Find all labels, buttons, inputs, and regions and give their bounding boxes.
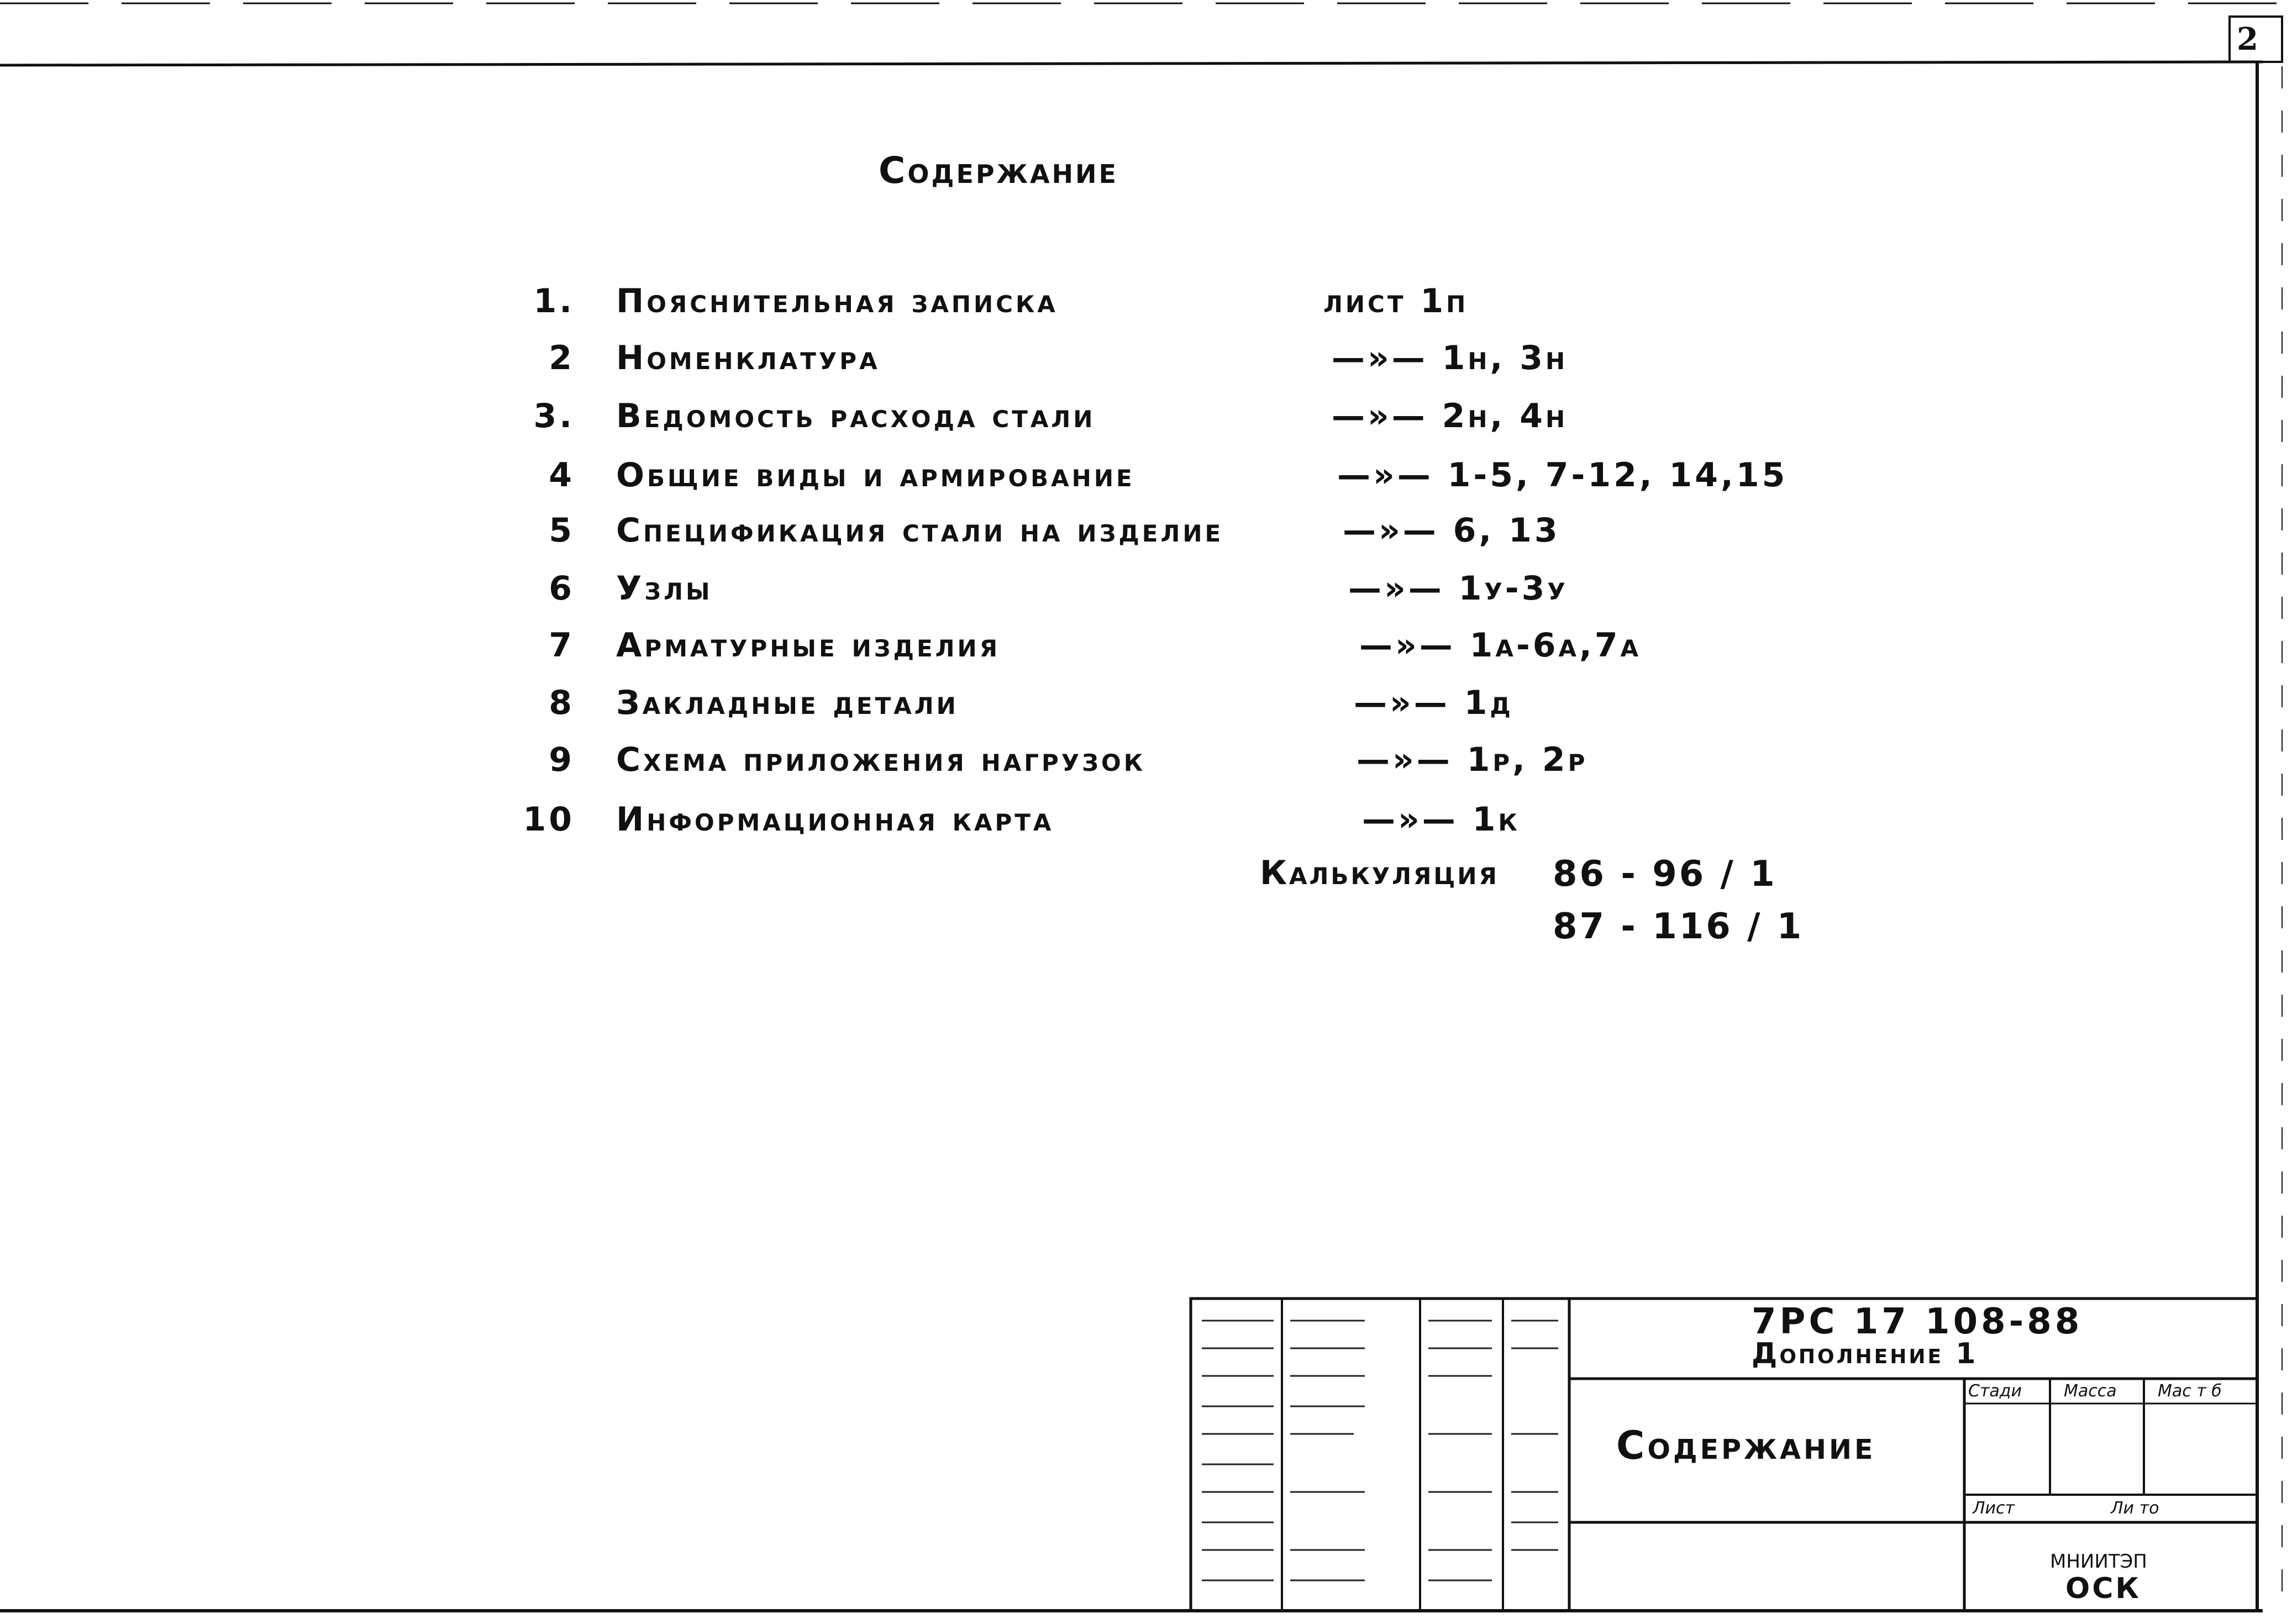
document-code: 7РС 17 108-88: [1752, 1301, 2083, 1342]
toc-item-number: 2: [549, 339, 575, 377]
toc-item-sheet-ref: —»— 1д: [1354, 684, 1513, 722]
toc-item-number: 9: [549, 740, 575, 779]
toc-item-number: 6: [549, 569, 575, 608]
stage-column-label: Стади: [1968, 1381, 2022, 1401]
toc-item: [0, 626, 2210, 676]
toc-item-number: 3.: [533, 397, 575, 435]
toc-item-title: Узлы: [616, 569, 713, 608]
page-number: 2: [2237, 21, 2258, 57]
toc-item-title: Спецификация стали на изделие: [616, 511, 1224, 550]
toc-item-title: Закладные детали: [616, 684, 959, 722]
toc-item-sheet-ref: —»— 1а-6а,7а: [1359, 626, 1642, 665]
toc-item: [0, 456, 2210, 506]
toc-item-number: 7: [549, 626, 575, 665]
toc-item-sheet-ref: —»— 1у-3у: [1348, 569, 1568, 608]
toc-item: [0, 684, 2210, 733]
toc-item-title: Пояснительная записка: [616, 282, 1058, 320]
toc-item-number: 4: [549, 456, 575, 495]
sheet-name: Содержание: [1616, 1423, 1876, 1468]
mass-column-label: Масса: [2064, 1381, 2117, 1401]
organization-name: МНИИТЭП: [2050, 1551, 2147, 1573]
calculation-label: Калькуляция: [1260, 854, 1499, 892]
toc-item-title: Номенклатура: [616, 339, 880, 377]
toc-item: [0, 740, 2210, 790]
toc-item-sheet-ref: —»— 1к: [1362, 800, 1520, 839]
toc-item: [0, 511, 2210, 561]
toc-item: [0, 397, 2210, 446]
toc-item-sheet-ref: —»— 6, 13: [1343, 511, 1560, 550]
calculation-value: 87 - 116 / 1: [1553, 906, 1804, 947]
toc-item: [0, 569, 2210, 619]
toc-item-number: 10: [523, 800, 575, 839]
department-name: ОСК: [2065, 1572, 2141, 1605]
toc-item-number: 1.: [533, 282, 575, 320]
toc-item-title: Общие виды и армирование: [616, 456, 1135, 495]
scale-column-label: Мас т б: [2158, 1381, 2222, 1401]
toc-item-title: Арматурные изделия: [616, 626, 1001, 665]
toc-item-sheet-ref: —»— 1-5, 7-12, 14,15: [1337, 456, 1788, 495]
toc-item-title: Ведомость расхода стали: [616, 397, 1096, 435]
toc-item: [0, 339, 2210, 388]
supplement-label: Дополнение 1: [1752, 1337, 1978, 1370]
toc-item-sheet-ref: —»— 1н, 3н: [1332, 339, 1568, 377]
toc-item: [0, 800, 2210, 850]
sheet-field-label: Лист: [1973, 1499, 2015, 1518]
toc-item-number: 8: [549, 684, 575, 722]
toc-item: [0, 282, 2210, 332]
toc-item-sheet-ref: —»— 2н, 4н: [1332, 397, 1568, 435]
toc-item-title: Схема приложения нагрузок: [616, 740, 1146, 779]
toc-item-sheet-ref: лист 1п: [1323, 282, 1469, 320]
toc-item-title: Информационная карта: [616, 800, 1054, 839]
page-title: Содержание: [879, 149, 1118, 192]
calculation-value: 86 - 96 / 1: [1553, 854, 1777, 895]
sheets-field-label: Ли то: [2111, 1499, 2159, 1518]
toc-item-number: 5: [549, 511, 575, 550]
toc-item-sheet-ref: —»— 1р, 2р: [1357, 740, 1588, 779]
